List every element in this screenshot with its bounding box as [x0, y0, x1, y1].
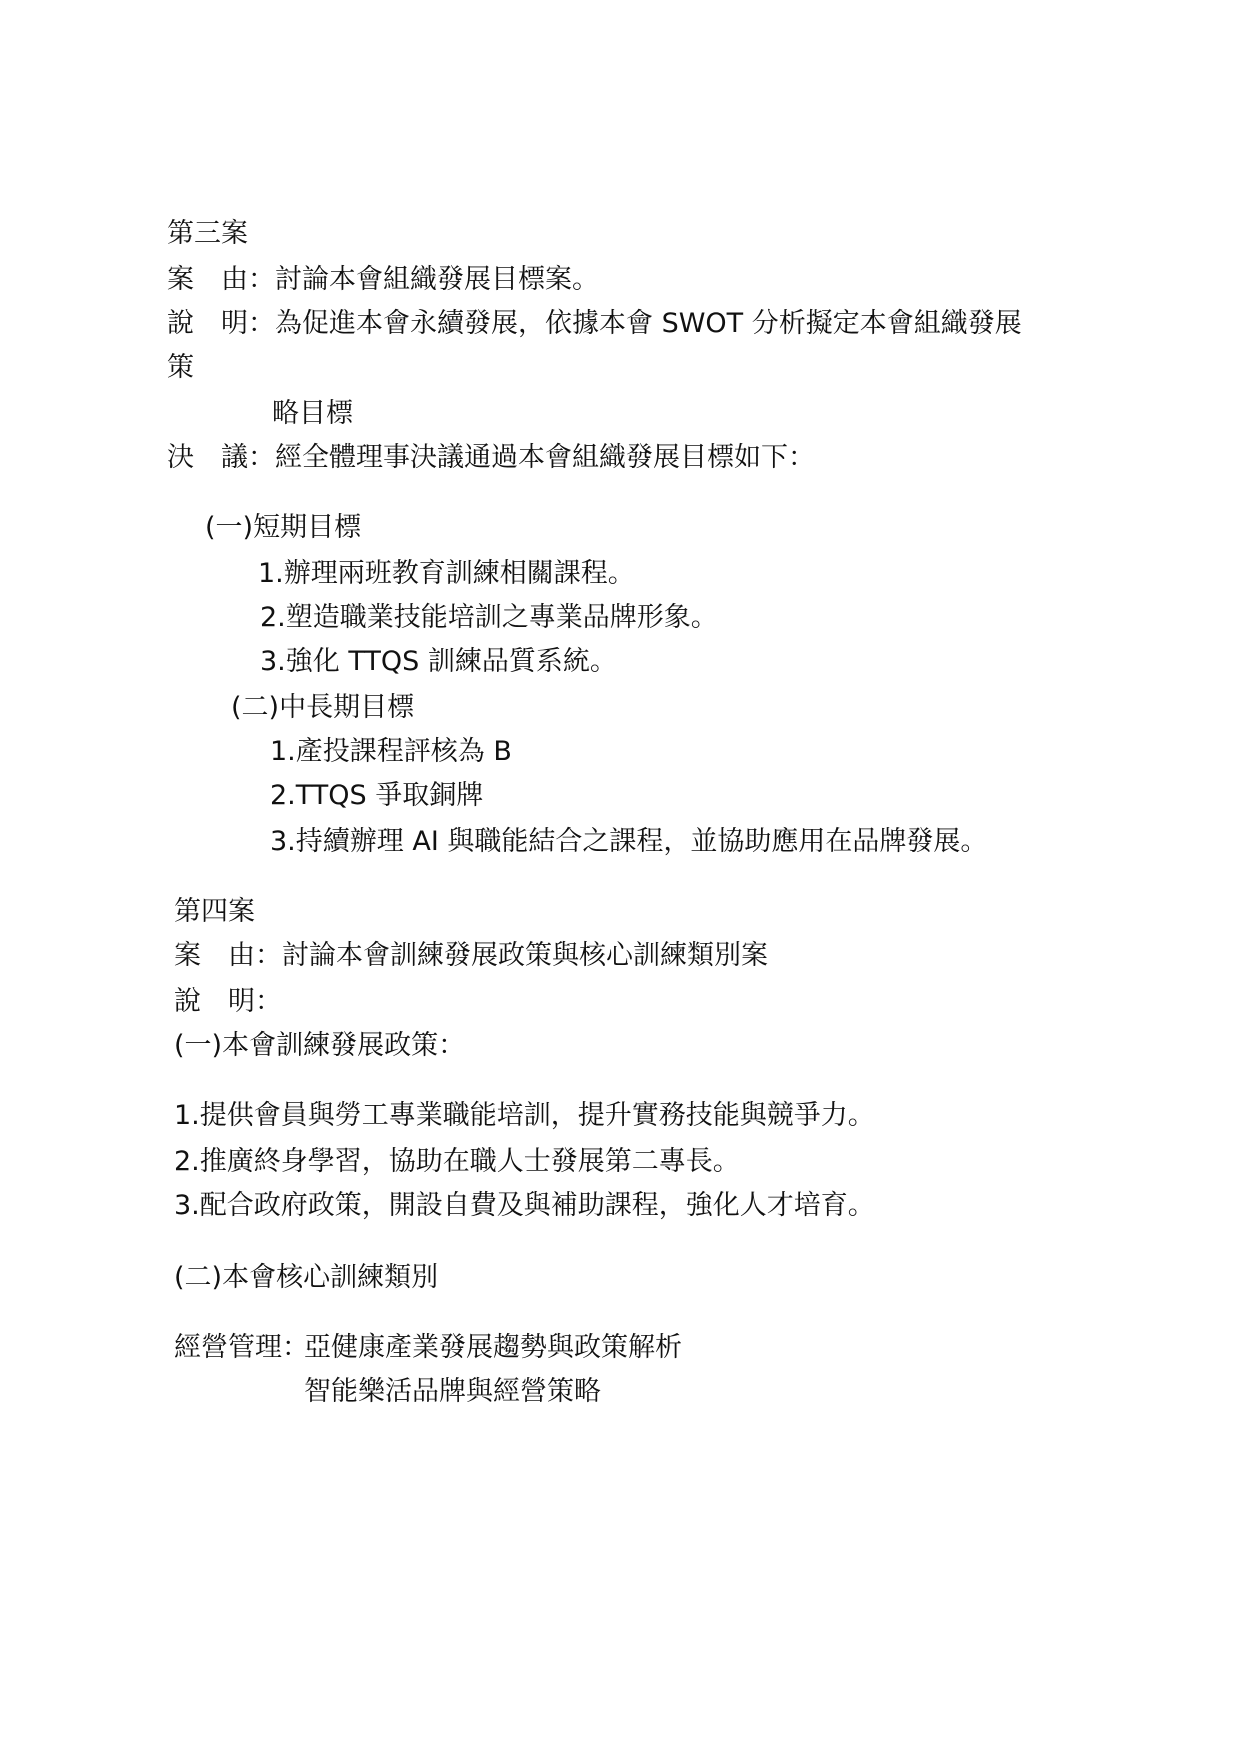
- case3-resolution: [167, 440, 815, 476]
- short-term-item: 3.強化 TTQS 訓練品質系統。: [260, 646, 617, 677]
- policy-heading: (一)本會訓練發展政策：: [174, 1030, 466, 1061]
- policy-item: 1.提供會員與勞工專業職能培訓，提升實務技能與競爭力。: [174, 1100, 875, 1131]
- case3-explain-wrap: 策: [167, 352, 194, 383]
- short-term-item: 2.塑造職業技能培訓之專業品牌形象。: [260, 602, 718, 633]
- case4-reason-label: 案 由：: [174, 940, 282, 971]
- case4-title: 第四案: [174, 896, 255, 927]
- case3-title: 第三案: [167, 218, 248, 249]
- case4-reason: [174, 938, 768, 974]
- short-term-heading: (一)短期目標: [205, 512, 362, 543]
- long-term-item: 3.持續辦理 AI 與職能結合之課程，並協助應用在品牌發展。: [270, 826, 988, 857]
- case3-explain-label: 說 明：: [167, 308, 275, 339]
- case3-resolution-text: 經全體理事決議通過本會組織發展目標如下：: [275, 442, 815, 473]
- case3-reason: [167, 262, 599, 298]
- case3-resolution-label: 決 議：: [167, 442, 275, 473]
- long-term-heading: (二)中長期目標: [231, 692, 415, 723]
- core-category: [174, 1330, 682, 1366]
- long-term-item: 1.產投課程評核為 B: [270, 736, 512, 767]
- core-course: 亞健康產業發展趨勢與政策解析: [304, 1332, 682, 1363]
- policy-item: 2.推廣終身學習，協助在職人士發展第二專長。: [174, 1146, 740, 1177]
- case4-reason-text: 討論本會訓練發展政策與核心訓練類別案: [282, 940, 768, 971]
- long-term-item: 2.TTQS 爭取銅牌: [270, 780, 484, 811]
- case4-explain-label: 說 明：: [174, 986, 282, 1017]
- core-category-label: 經營管理：: [174, 1332, 309, 1363]
- case3-reason-text: 討論本會組織發展目標案。: [275, 264, 599, 295]
- policy-item: 3.配合政府政策，開設自費及與補助課程，強化人才培育。: [174, 1190, 875, 1221]
- case3-explain-cont: 略目標: [272, 398, 353, 429]
- case3-explain-text: 為促進本會永續發展，依據本會 SWOT 分析擬定本會組織發展: [275, 308, 1022, 339]
- case3-reason-label: 案 由：: [167, 264, 275, 295]
- short-term-item: 1.辦理兩班教育訓練相關課程。: [258, 558, 635, 589]
- core-course: 智能樂活品牌與經營策略: [304, 1376, 601, 1407]
- case3-explain: [167, 306, 1022, 342]
- core-heading: (二)本會核心訓練類別: [174, 1262, 439, 1293]
